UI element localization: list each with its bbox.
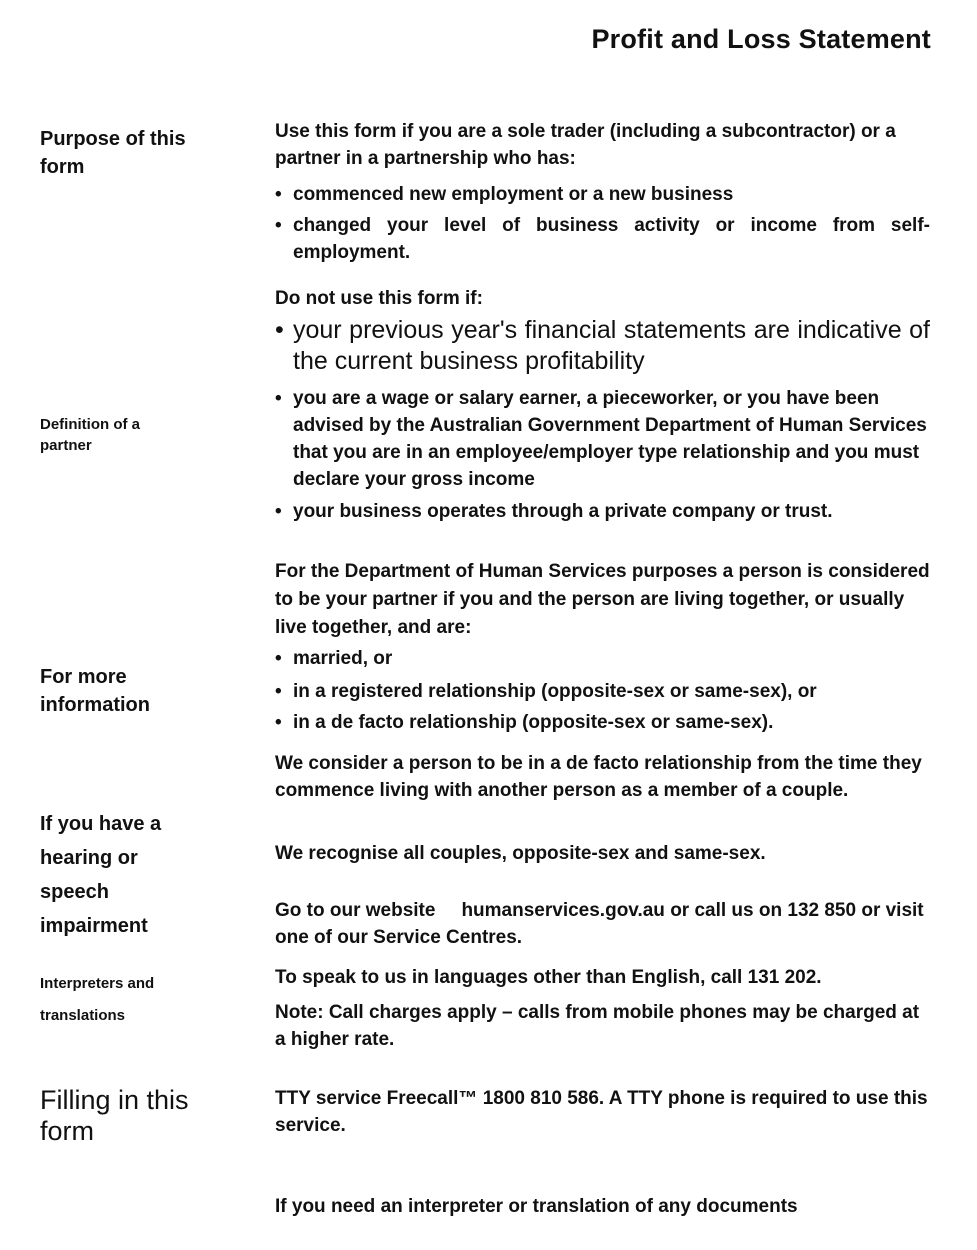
website-suffix: or call us on 132 850 or visit one of our Service Centres. — [275, 900, 924, 948]
languages-text: To speak to us in languages other than English, call 131 202. — [275, 967, 822, 988]
do-not-use-bullet: • your previous year's financial statements are indicative of the current business profitability — [275, 315, 930, 377]
website-prefix: Go to our website — [275, 900, 436, 921]
label-purpose: Purpose of this form — [40, 128, 186, 178]
do-not-use-heading: Do not use this form if: — [275, 288, 483, 309]
website-link[interactable]: humanservices.gov.au — [461, 900, 665, 921]
more-info-text — [275, 897, 930, 951]
tty-text: TTY service Freecall™ 1800 810 586. A TTY phone is required to use this service. — [275, 1088, 928, 1136]
label-more-info: For more information — [40, 666, 150, 716]
label-definition-partner: Definition of a partner — [40, 416, 140, 454]
partner-intro: For the Department of Human Services purposes a person is considered to be your partner if you and the person are living together, or usually live together, and are: — [275, 561, 930, 638]
interpreter-text: If you need an interpreter or translation of any documents — [275, 1196, 798, 1217]
label-filling-in-form: Filling in this form — [40, 1085, 189, 1146]
de-facto-text: We consider a person to be in a de facto relationship from the time they commence living with another person as a member of a couple. — [275, 753, 922, 801]
purpose-bullet: • commenced new employment or a new business — [275, 181, 930, 208]
partner-bullet: • in a de facto relationship (opposite-sex or same-sex). — [275, 709, 930, 736]
partner-bullet: • married, or — [275, 645, 930, 672]
call-charges-note: Note: Call charges apply – calls from mobile phones may be charged at a higher rate. — [275, 1002, 920, 1050]
partner-bullet: • in a registered relationship (opposite-sex or same-sex), or — [275, 678, 930, 705]
label-interpreters: Interpreters and translations — [40, 975, 155, 1024]
label-hearing-impairment: If you have a hearing or speech impairment — [40, 813, 162, 937]
purpose-bullet: • changed your level of business activity or income from self-employment. — [275, 212, 930, 266]
page-title: Profit and Loss Statement — [591, 24, 931, 54]
recognise-text: We recognise all couples, opposite-sex and same-sex. — [275, 843, 766, 864]
do-not-use-bullet: • you are a wage or salary earner, a pieceworker, or you have been advised by the Australian Government Department of Human Services that you are in an employee/employer type relationship and you must declare your gross income — [275, 385, 930, 493]
purpose-intro: Use this form if you are a sole trader (including a subcontractor) or a partner in a partnership who has: — [275, 121, 896, 169]
do-not-use-bullet: • your business operates through a private company or trust. — [275, 498, 930, 525]
